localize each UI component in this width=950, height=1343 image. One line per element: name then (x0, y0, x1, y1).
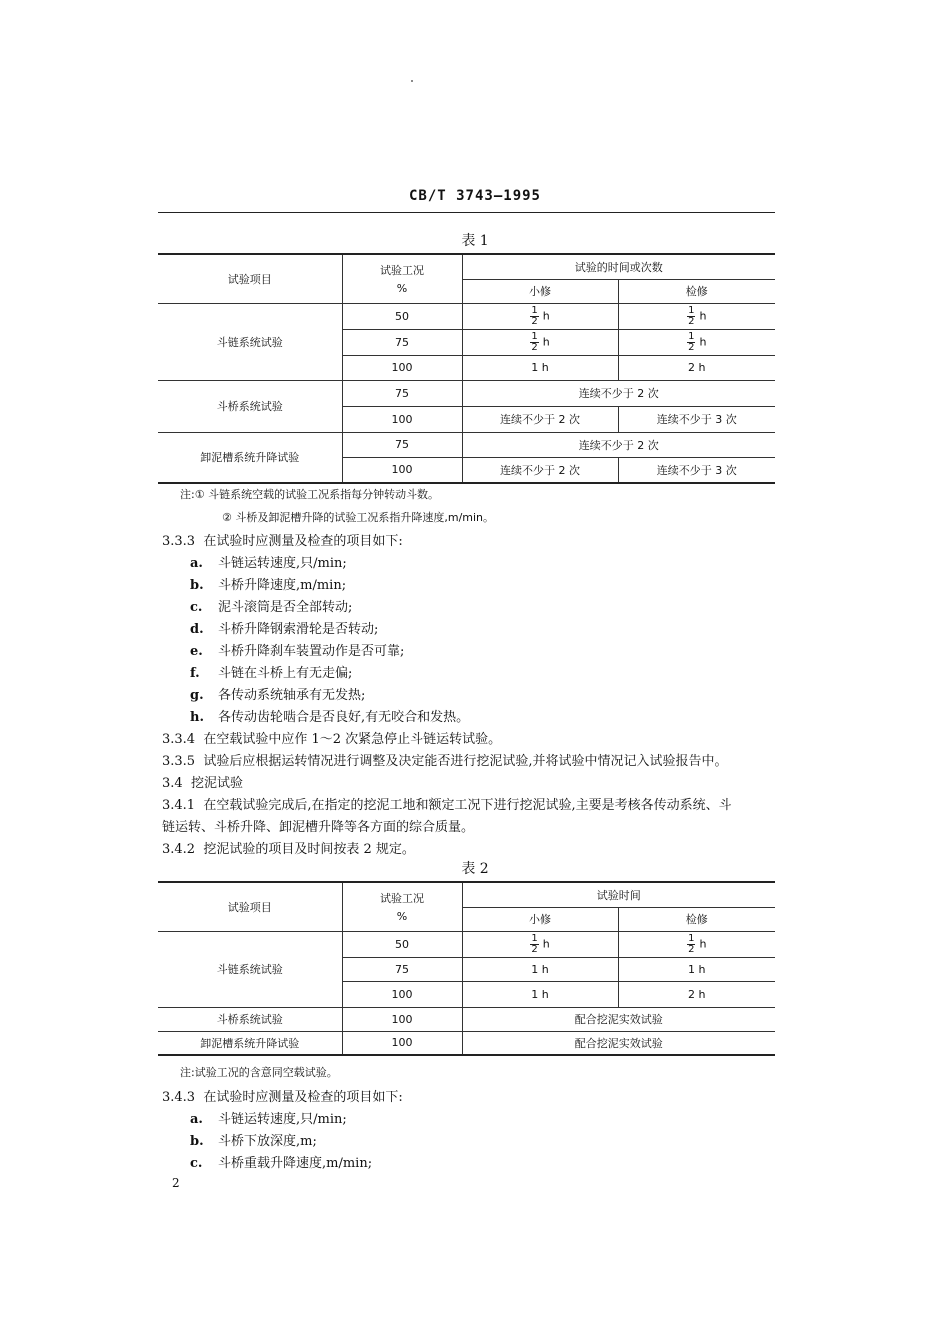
section-3-3-5: 3.3.5 试验后应根据运转情况进行调整及决定能否进行挖泥试验,并将试验中情况记入试验报告中。 (162, 754, 728, 769)
table-row: 卸泥槽系统升降试验 100 配合挖泥实效试验 (158, 1031, 775, 1055)
table-row: 斗链系统试验 50 $\frac{1}{2}$ h $\frac{1}{2}$ h (158, 303, 775, 329)
table2-header-condition: 试验工况 % (342, 882, 462, 931)
section-3-4-2: 3.4.2 挖泥试验的项目及时间按表 2 规定。 (162, 842, 415, 857)
fraction: $\frac{1}{2}$ (531, 330, 538, 353)
fraction: $\frac{1}{2}$ (688, 330, 695, 353)
table1-note-2: ② 斗桥及卸泥槽升降的试验工况系指升降速度,m/min。 (222, 511, 495, 524)
fraction: $\frac{1}{2}$ (531, 304, 538, 327)
table-row: 100 连续不少于 2 次 连续不少于 3 次 (158, 457, 775, 483)
table1-caption: 表 1 (461, 233, 489, 249)
section-3-3-3: 3.3.3 在试验时应测量及检查的项目如下: (162, 534, 403, 549)
table1 (158, 253, 775, 484)
table1-header-overhaul: 检修 (618, 279, 775, 303)
table-row: 100 1 h 2 h (158, 355, 775, 380)
list-item: a. 斗链运转速度,只/min; (190, 556, 347, 571)
list-item: d. 斗桥升降钢索滑轮是否转动; (190, 622, 379, 637)
table-row: 斗链系统试验 50 $\frac{1}{2}$ h $\frac{1}{2}$ h (158, 931, 775, 957)
fraction: $\frac{1}{2}$ (531, 932, 538, 955)
table1-header-item: 试验项目 (158, 254, 342, 303)
table-row: 卸泥槽系统升降试验 75 连续不少于 2 次 (158, 432, 775, 457)
table-row: 斗桥系统试验 75 连续不少于 2 次 (158, 380, 775, 406)
list-item: c. 斗桥重载升降速度,m/min; (190, 1156, 373, 1171)
table1-header-minor: 小修 (462, 279, 618, 303)
list-item: b. 斗桥下放深度,m; (190, 1134, 317, 1149)
section-3-4-3: 3.4.3 在试验时应测量及检查的项目如下: (162, 1090, 403, 1105)
table-row: 100 1 h 2 h (158, 981, 775, 1007)
standard-code-header: CB/T 3743—1995 (408, 188, 541, 204)
group-name: 斗桥系统试验 (158, 380, 342, 432)
group-name: 斗链系统试验 (158, 303, 342, 380)
list-item: g. 各传动系统轴承有无发热; (190, 688, 366, 703)
list-item: b. 斗桥升降速度,m/min; (190, 578, 347, 593)
table2-note: 注:试验工况的含意同空载试验。 (180, 1066, 338, 1079)
page-number: 2 (172, 1176, 180, 1190)
scan-speck (411, 80, 413, 82)
section-3-4-1-continued: 链运转、斗桥升降、卸泥槽升降等各方面的综合质量。 (162, 820, 475, 835)
table2-header-item: 试验项目 (158, 882, 342, 931)
table-row: 斗桥系统试验 100 配合挖泥实效试验 (158, 1007, 775, 1031)
table-row: 100 连续不少于 2 次 连续不少于 3 次 (158, 406, 775, 432)
table2-caption: 表 2 (461, 861, 489, 877)
fraction: $\frac{1}{2}$ (688, 932, 695, 955)
section-3-3-4: 3.3.4 在空载试验中应作 1～2 次紧急停止斗链运转试验。 (162, 732, 502, 747)
section-3-4-1: 3.4.1 在空载试验完成后,在指定的挖泥工地和额定工况下进行挖泥试验,主要是考核各传动系统、斗 (162, 798, 732, 813)
list-item: c. 泥斗滚筒是否全部转动; (190, 600, 353, 615)
list-item: h. 各传动齿轮啮合是否良好,有无咬合和发热。 (190, 710, 470, 725)
group-name: 斗链系统试验 (158, 931, 342, 1007)
table1-header-condition: 试验工况 % (342, 254, 462, 303)
fraction: $\frac{1}{2}$ (688, 304, 695, 327)
table-row: 75 $\frac{1}{2}$ h $\frac{1}{2}$ h (158, 329, 775, 355)
section-3-4: 3.4 挖泥试验 (162, 776, 243, 791)
list-item: a. 斗链运转速度,只/min; (190, 1112, 347, 1127)
table2-header-overhaul: 检修 (618, 907, 775, 931)
table1-header-time: 试验的时间或次数 (462, 254, 775, 279)
list-item: f. 斗链在斗桥上有无走偏; (190, 666, 353, 681)
table-row: 75 1 h 1 h (158, 957, 775, 981)
list-item: e. 斗桥升降刹车装置动作是否可靠; (190, 644, 405, 659)
table1-note-1: 注:① 斗链系统空载的试验工况系指每分钟转动斗数。 (180, 488, 440, 501)
table2-header-minor: 小修 (462, 907, 618, 931)
group-name: 卸泥槽系统升降试验 (158, 432, 342, 483)
table2 (158, 881, 775, 1056)
table2-header-time: 试验时间 (462, 882, 775, 907)
header-rule (158, 212, 775, 213)
